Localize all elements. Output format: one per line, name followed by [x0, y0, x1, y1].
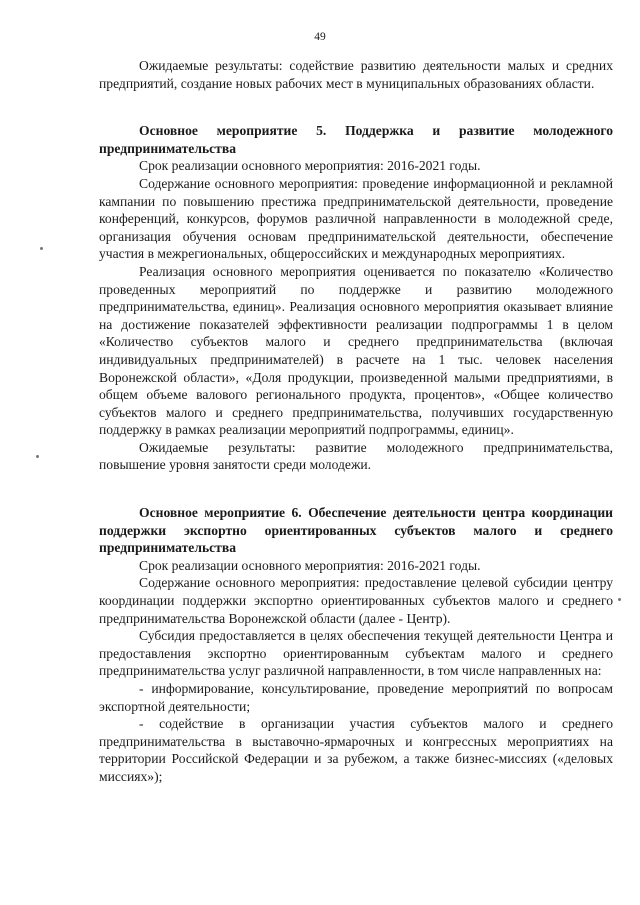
heading-activity-5: Основное мероприятие 5. Поддержка и развитие молодежного предпринимательства: [99, 123, 613, 156]
paragraph-expected-results-1: Ожидаемые результаты: содействие развитию деятельности малых и средних предприятий, создание новых рабочих мест в муниципальных образованиях области.: [99, 58, 613, 91]
page-number: 49: [314, 31, 326, 43]
paragraph-subsidy-6: Субсидия предоставляется в целях обеспечения текущей деятельности Центра и предоставления экспортно ориентированным субъектам малого и среднего предпринимательства услуг различной направленности, в том числе направленных на:: [99, 628, 613, 679]
paragraph-deadline-6: Срок реализации основного мероприятия: 2016-2021 годы.: [139, 557, 481, 573]
paragraph-content-6: Содержание основного мероприятия: предоставление целевой субсидии центру координации поддержки экспортно ориентированных субъектов малого и среднего предпринимательства Воронежской области (далее - Центр).: [99, 575, 613, 626]
paragraph-expected-results-5: Ожидаемые результаты: развитие молодежного предпринимательства, повышение уровня занятости среди молодежи.: [99, 439, 613, 473]
scan-mark: [40, 247, 43, 250]
scan-mark: [618, 598, 621, 601]
document-body: [99, 57, 613, 786]
list-item: - содействие в организации участия субъектов малого и среднего предпринимательства в выставочно-ярмарочных и конгрессных мероприятиях на территории Российской Федерации и за рубежом, а также бизнес-миссиях («деловых миссиях»);: [99, 716, 613, 784]
scan-mark: [36, 455, 39, 458]
heading-activity-6: Основное мероприятие 6. Обеспечение деятельности центра координации поддержки экспортно ориентированных субъектов малого и среднего предпринимательства: [99, 505, 613, 556]
list-item: - информирование, консультирование, проведение мероприятий по вопросам экспортной деятельности;: [99, 681, 613, 714]
paragraph-implementation-5: Реализация основного мероприятия оценивается по показателю «Количество проведенных мероприятий по поддержке и развитию молодежного предпринимательства, единиц». Реализация основного мероприятия оказывает влияние на достижение показателей эффективности реализации подпрограммы 1 в целом «Количество субъектов малого и среднего предпринимательства (включая индивидуальных предпринимателей) в расчете на 1 тыс. человек населения Воронежской области», «Доля продукции, произведенной малыми предприятиями, в общем объеме валового регионального продукта, процентов», «Общее количество субъектов малого и среднего предпринимательства, получивших государственную поддержку в рамках реализации мероприятий подпрограммы, единиц».: [99, 263, 613, 438]
paragraph-content-5: Содержание основного мероприятия: проведение информационной и рекламной кампании по повышению престижа предпринимательской деятельности, проведение конференций, конкурсов, форумов различной направленности в молодежной среде, организация обучения основам предпринимательской деятельности, обеспечение участия в межрегиональных, общероссийских и международных мероприятиях.: [99, 175, 613, 262]
paragraph-deadline-5: Срок реализации основного мероприятия: 2016-2021 годы.: [139, 158, 481, 174]
